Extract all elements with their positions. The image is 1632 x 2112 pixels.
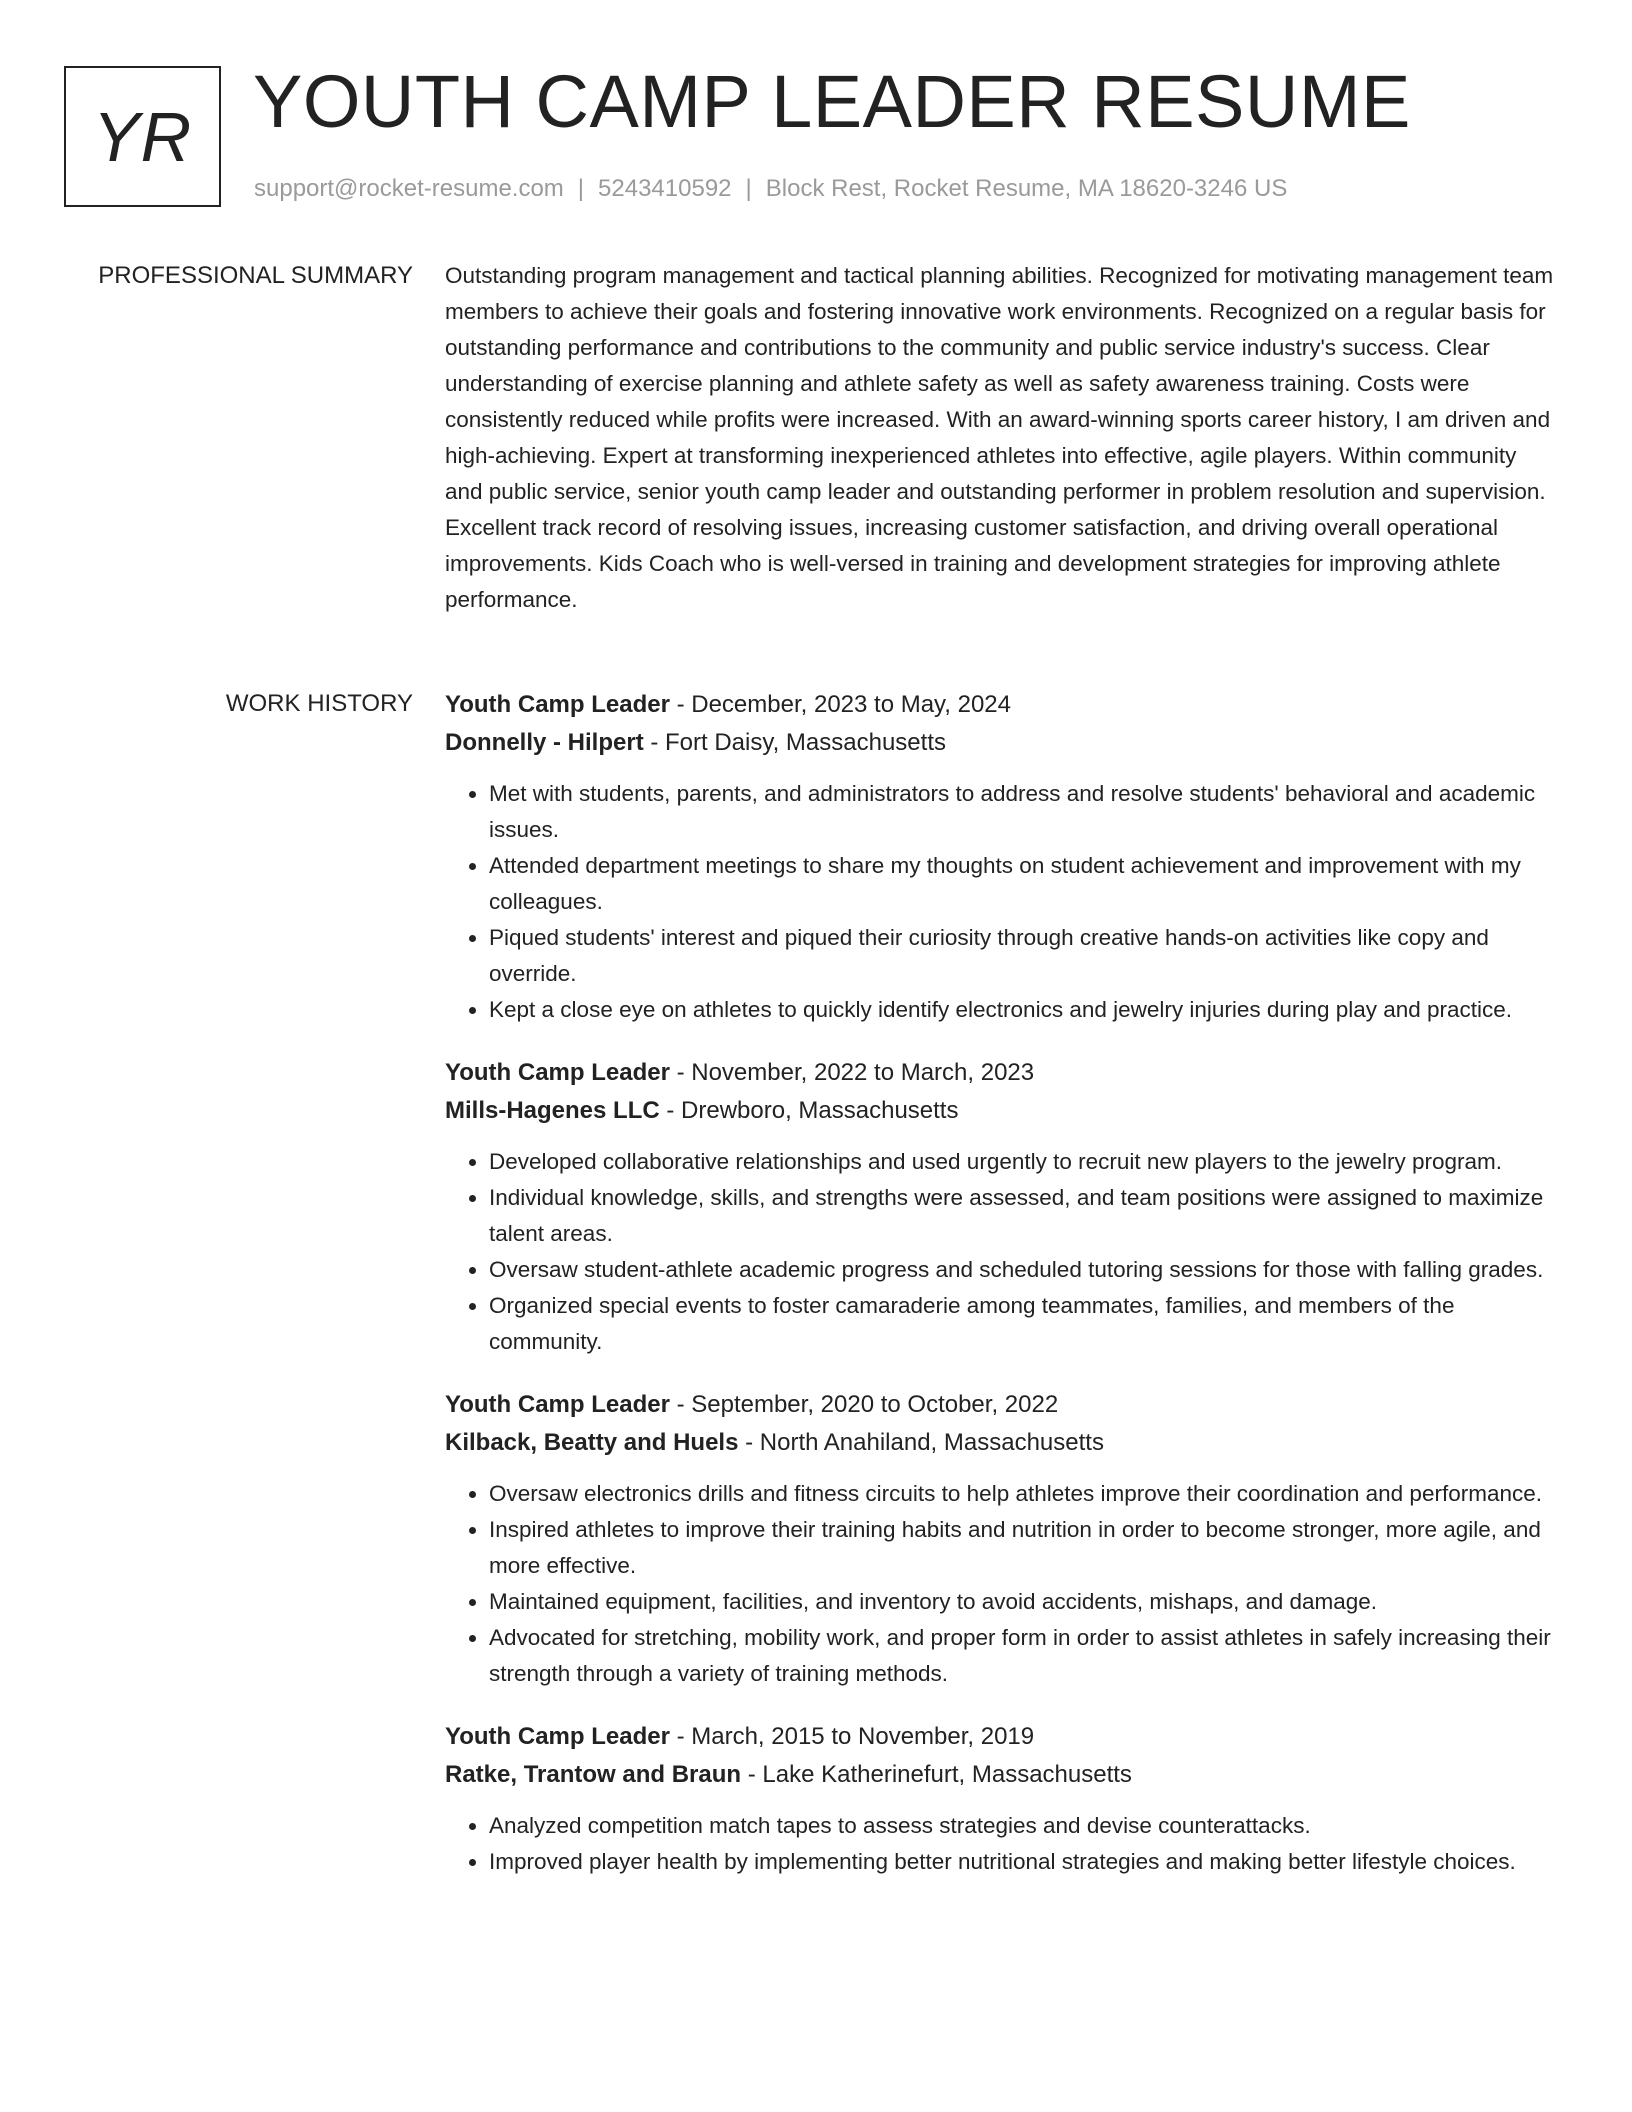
job-title: Youth Camp Leader <box>445 1723 670 1750</box>
job-company: Mills-Hagenes LLC <box>445 1097 660 1124</box>
job-bullet: • Advocated for stretching, mobility work, and proper form in order to assist athletes in safely increasing their strength through a variety of training methods. <box>489 1620 1560 1692</box>
job-bullet: • Oversaw electronics drills and fitness circuits to help athletes improve their coordination and performance. <box>489 1476 1560 1512</box>
job-location: - Drewboro, Massachusetts <box>659 1097 959 1124</box>
job-bullet: • Met with students, parents, and administrators to address and resolve students' behavioral and academic issues. <box>489 776 1560 848</box>
job-location: - Lake Katherinefurt, Massachusetts <box>741 1761 1132 1788</box>
job-company: Kilback, Beatty and Huels <box>445 1429 739 1456</box>
summary-body <box>445 258 1560 618</box>
job-bullet-list <box>445 1808 1560 1880</box>
monogram-initials: YR <box>92 97 193 176</box>
job-bullet: • Improved player health by implementing better nutritional strategies and making better lifestyle choices. <box>489 1844 1560 1880</box>
contact-address: Block Rest, Rocket Resume, MA 18620-3246 US <box>765 175 1288 202</box>
summary-text: Outstanding program management and tactical planning abilities. Recognized for motivating management team members to achieve their goals and fostering innovative work environments. Recognized on a regular basis for outstanding performance and contributions to the community and public service industry's success. Clear understanding of exercise planning and athlete safety as well as safety awareness training. Costs were consistently reduced while profits were increased. With an award-winning sports career history, I am driven and high-achieving. Expert at transforming inexperienced athletes into effective, agile players. Within community and public service, senior youth camp leader and outstanding performer in problem resolution and supervision. Excellent track record of resolving issues, increasing customer satisfaction, and driving overall operational improvements. Kids Coach who is well-versed in training and development strategies for improving athlete performance. <box>445 263 1554 612</box>
job-bullet: • Piqued students' interest and piqued their curiosity through creative hands-on activities like copy and override. <box>489 920 1560 992</box>
work-history-body <box>445 686 1560 1906</box>
job-dates: - November, 2022 to March, 2023 <box>669 1059 1035 1086</box>
job-dates: - September, 2020 to October, 2022 <box>669 1391 1059 1418</box>
job-title-line <box>445 1386 1560 1424</box>
contact-separator: | <box>577 175 585 202</box>
job-bullet: • Kept a close eye on athletes to quickly identify electronics and jewelry injuries during play and practice. <box>489 992 1560 1028</box>
resume-title: YOUTH CAMP LEADER RESUME <box>253 60 1411 143</box>
contact-email: support@rocket-resume.com <box>254 175 564 202</box>
job-bullet: • Inspired athletes to improve their training habits and nutrition in order to become stronger, more agile, and more effective. <box>489 1512 1560 1584</box>
job-entry <box>445 686 1560 1028</box>
job-bullet: • Oversaw student-athlete academic progress and scheduled tutoring sessions for those with falling grades. <box>489 1252 1560 1288</box>
job-company-line <box>445 1092 1560 1130</box>
job-bullet: • Developed collaborative relationships and used urgently to recruit new players to the jewelry program. <box>489 1144 1560 1180</box>
job-dates: - March, 2015 to November, 2019 <box>669 1723 1035 1750</box>
job-company-line <box>445 724 1560 762</box>
contact-line <box>254 173 1287 205</box>
job-bullet: • Attended department meetings to share my thoughts on student achievement and improvement with my colleagues. <box>489 848 1560 920</box>
job-company-line <box>445 1424 1560 1462</box>
job-bullet: • Organized special events to foster camaraderie among teammates, families, and members of the community. <box>489 1288 1560 1360</box>
job-bullet: • Maintained equipment, facilities, and inventory to avoid accidents, mishaps, and damage. <box>489 1584 1560 1620</box>
summary-heading: PROFESSIONAL SUMMARY <box>98 262 413 289</box>
job-title-line <box>445 1718 1560 1756</box>
job-company: Ratke, Trantow and Braun <box>445 1761 742 1788</box>
job-bullet-list <box>445 1144 1560 1360</box>
job-company-line <box>445 1756 1560 1794</box>
job-location: - Fort Daisy, Massachusetts <box>643 729 946 756</box>
job-title: Youth Camp Leader <box>445 691 670 718</box>
job-title: Youth Camp Leader <box>445 1391 670 1418</box>
job-location: - North Anahiland, Massachusetts <box>738 1429 1104 1456</box>
job-title: Youth Camp Leader <box>445 1059 670 1086</box>
job-dates: - December, 2023 to May, 2024 <box>669 691 1011 718</box>
job-bullet-list <box>445 1476 1560 1692</box>
job-bullet: • Individual knowledge, skills, and strengths were assessed, and team positions were assigned to maximize talent areas. <box>489 1180 1560 1252</box>
job-bullet: • Analyzed competition match tapes to assess strategies and devise counterattacks. <box>489 1808 1560 1844</box>
monogram-box <box>64 66 221 207</box>
job-bullet-list <box>445 776 1560 1028</box>
job-entry <box>445 1054 1560 1360</box>
job-title-line <box>445 686 1560 724</box>
contact-separator: | <box>745 175 752 202</box>
job-entry <box>445 1386 1560 1692</box>
job-entry <box>445 1718 1560 1880</box>
job-title-line <box>445 1054 1560 1092</box>
job-company: Donnelly - Hilpert <box>445 729 644 756</box>
contact-phone: 5243410592 <box>598 175 732 202</box>
work-history-heading: WORK HISTORY <box>225 690 413 717</box>
